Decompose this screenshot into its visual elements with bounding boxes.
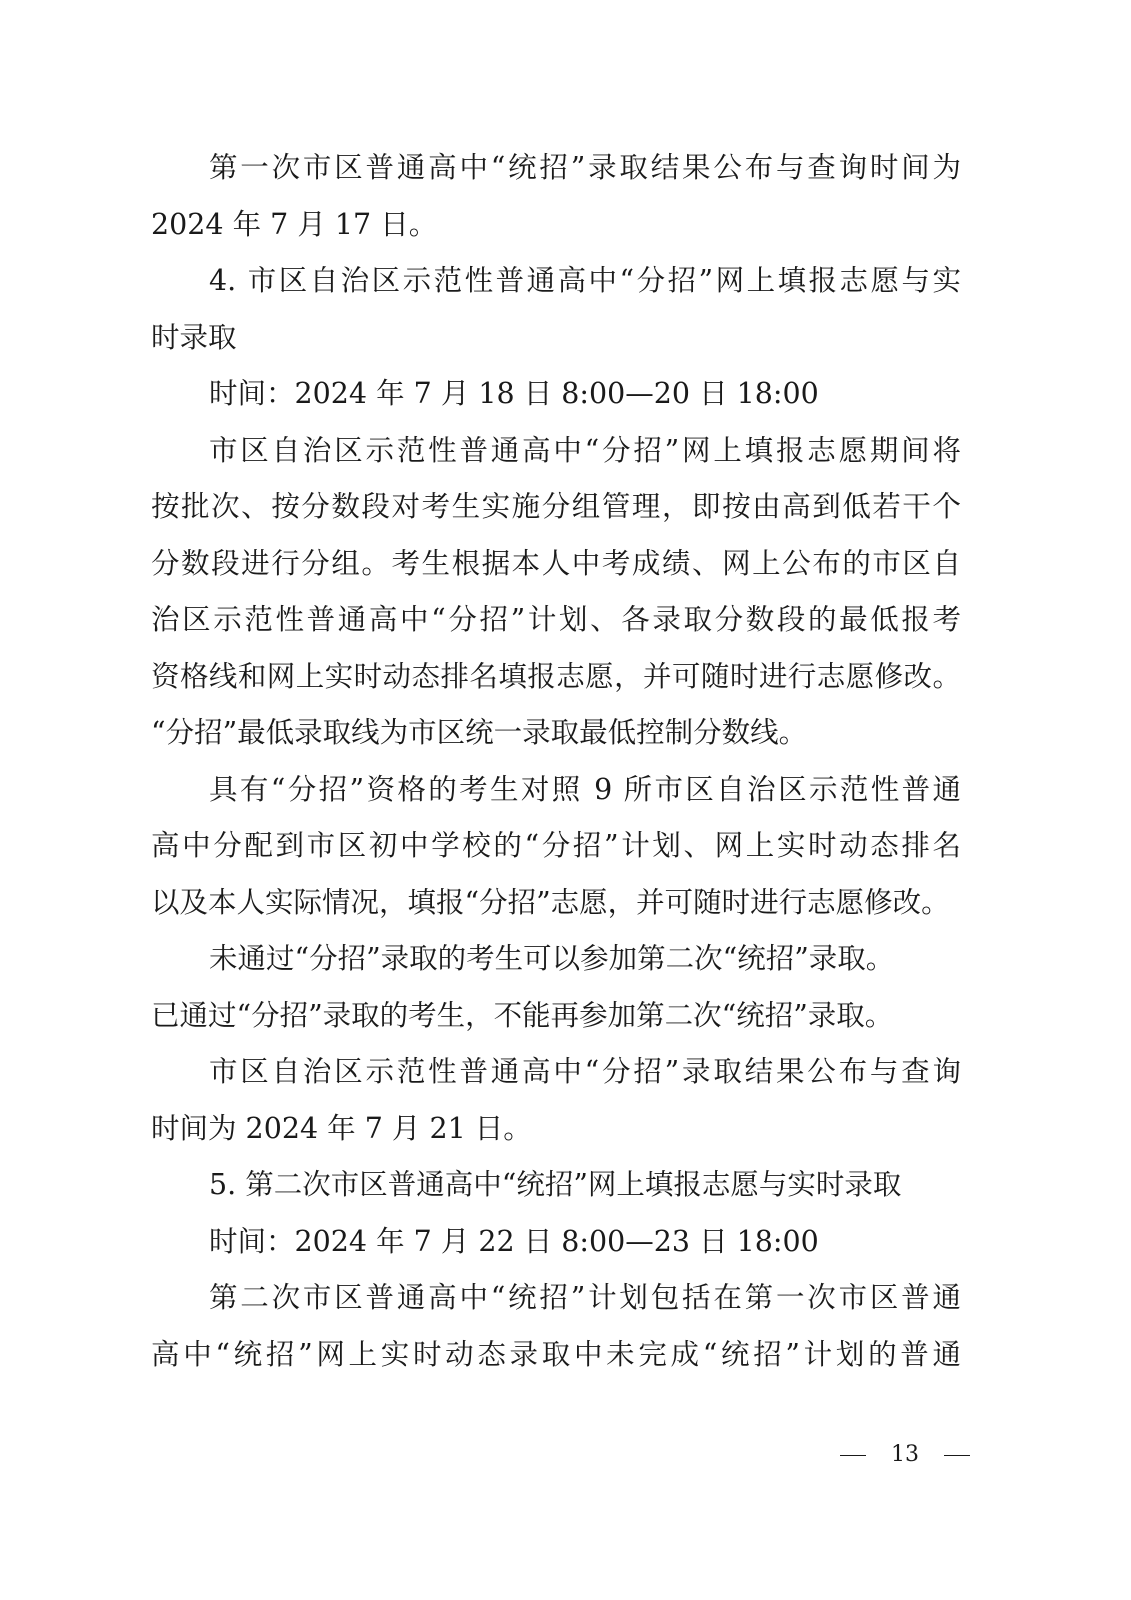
page-footer bbox=[840, 1440, 970, 1470]
text-line: 2024 年 7 月 17 日。 bbox=[151, 207, 438, 241]
text-line: 已通过“分招”录取的考生，不能再参加第二次“统招”录取。 bbox=[151, 998, 894, 1032]
text-line: 高中“统招”网上实时动态录取中未完成“统招”计划的普通 bbox=[151, 1337, 961, 1371]
document-body bbox=[151, 140, 961, 1383]
text-line: 治区示范性普通高中“分招”计划、各录取分数段的最低报考 bbox=[151, 603, 961, 636]
section-heading: 4. 市区自治区示范性普通高中“分招”网上填报志愿与实 bbox=[209, 264, 961, 297]
text-line: “分招”最低录取线为市区统一录取最低控制分数线。 bbox=[151, 716, 808, 749]
text-line: 第二次市区普通高中“统招”计划包括在第一次市区普通 bbox=[209, 1281, 961, 1314]
text-line: 时间：2024 年 7 月 18 日 8:00—20 日 18:00 bbox=[209, 377, 819, 410]
text-line: 资格线和网上实时动态排名填报志愿，并可随时进行志愿修改。 bbox=[151, 659, 961, 693]
footer-dash-left bbox=[840, 1455, 866, 1456]
section-heading: 时录取 bbox=[151, 320, 237, 354]
text-line: 高中分配到市区初中学校的“分招”计划、网上实时动态排名 bbox=[151, 829, 961, 862]
text-line: 具有“分招”资格的考生对照 9 所市区自治区示范性普通 bbox=[209, 772, 961, 806]
text-line: 市区自治区示范性普通高中“分招”网上填报志愿期间将 bbox=[209, 433, 961, 467]
page-number: 13 bbox=[891, 1442, 919, 1467]
text-line: 以及本人实际情况，填报“分招”志愿，并可随时进行志愿修改。 bbox=[151, 885, 950, 919]
text-line: 市区自治区示范性普通高中“分招”录取结果公布与查询 bbox=[209, 1055, 961, 1088]
text-line: 时间：2024 年 7 月 22 日 8:00—23 日 18:00 bbox=[209, 1224, 819, 1258]
text-line: 第一次市区普通高中“统招”录取结果公布与查询时间为 bbox=[209, 151, 961, 184]
section-heading: 5. 第二次市区普通高中“统招”网上填报志愿与实时录取 bbox=[209, 1168, 902, 1201]
footer-dash-right bbox=[944, 1455, 970, 1456]
text-line: 分数段进行分组。考生根据本人中考成绩、网上公布的市区自 bbox=[151, 546, 961, 580]
text-line: 按批次、按分数段对考生实施分组管理，即按由高到低若干个 bbox=[151, 490, 961, 523]
text-line: 时间为 2024 年 7 月 21 日。 bbox=[151, 1111, 532, 1145]
text-line: 未通过“分招”录取的考生可以参加第二次“统招”录取。 bbox=[209, 942, 895, 975]
